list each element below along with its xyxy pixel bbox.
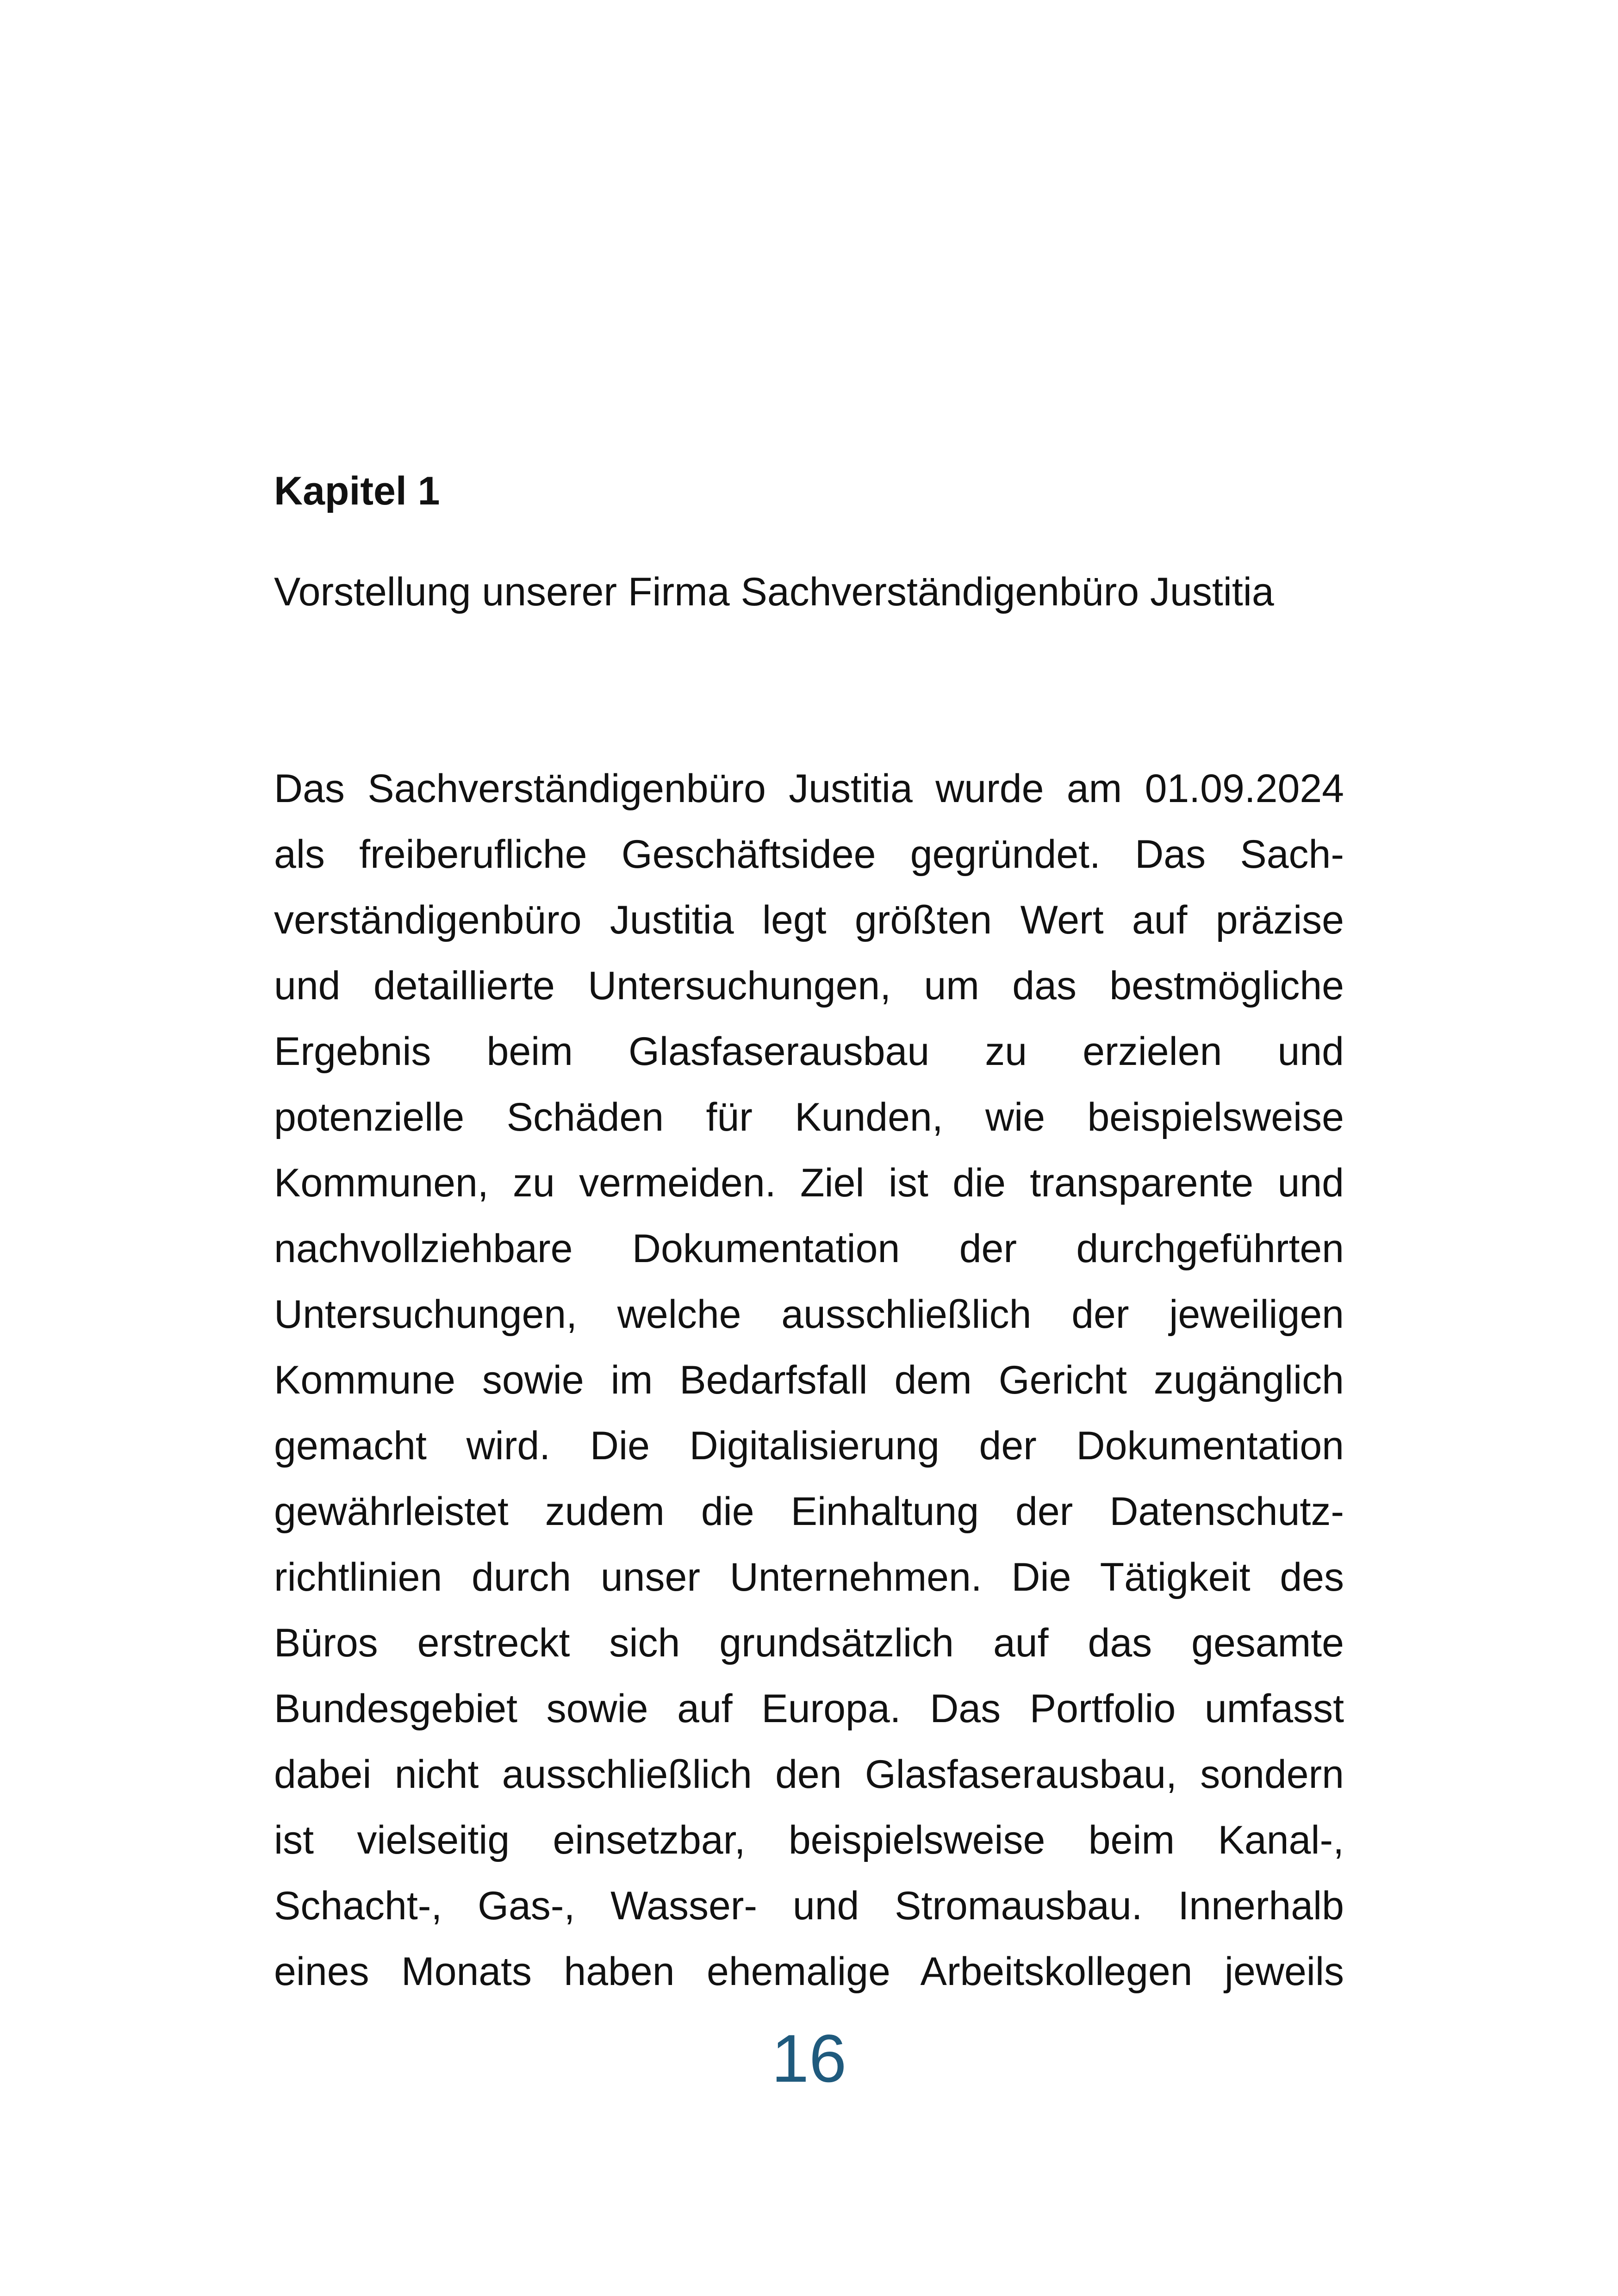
paragraph-line: Untersuchungen, welche ausschließlich der jeweiligen [274,1292,1344,1337]
paragraph-line: potenzielle Schäden für Kunden, wie beispielsweise [274,1095,1344,1139]
paragraph-line: Das Sachverständigenbüro Justitia wurde am 01.09.2024 [274,766,1344,811]
paragraph-line: Ergebnis beim Glasfaserausbau zu erzielen und [274,1029,1344,1074]
paragraph-line: als freiberufliche Geschäftsidee gegründet. Das Sach- [274,832,1344,877]
chapter-title: Vorstellung unserer Firma Sachverständigenbüro Justitia [274,570,1274,614]
paragraph-line: eines Monats haben ehemalige Arbeitskollegen jeweils [274,1949,1344,1994]
paragraph-line: Bundesgebiet sowie auf Europa. Das Portfolio umfasst [274,1686,1344,1731]
chapter-label: Kapitel 1 [274,469,440,513]
paragraph-line: dabei nicht ausschließlich den Glasfaserausbau, sondern [274,1752,1344,1797]
paragraph-line: gewährleistet zudem die Einhaltung der Datenschutz- [274,1489,1344,1534]
paragraph-line: Kommune sowie im Bedarfsfall dem Gericht zugänglich [274,1358,1344,1402]
body-paragraph [274,756,1344,2004]
page-number: 16 [771,2021,847,2096]
paragraph-line: gemacht wird. Die Digitalisierung der Dokumentation [274,1424,1344,1468]
paragraph-line: verständigenbüro Justitia legt größten Wert auf präzise [274,898,1344,942]
paragraph-line: nachvollziehbare Dokumentation der durchgeführten [274,1226,1344,1271]
paragraph-line: Kommunen, zu vermeiden. Ziel ist die transparente und [274,1161,1344,1205]
paragraph-line: Büros erstreckt sich grundsätzlich auf das gesamte [274,1621,1344,1665]
paragraph-line: und detaillierte Untersuchungen, um das bestmögliche [274,964,1344,1008]
paragraph-line: Schacht-, Gas-, Wasser- und Stromausbau. Innerhalb [274,1884,1344,1928]
paragraph-line: richtlinien durch unser Unternehmen. Die Tätigkeit des [274,1555,1344,1599]
paragraph-line: ist vielseitig einsetzbar, beispielsweise beim Kanal-, [274,1818,1344,1862]
